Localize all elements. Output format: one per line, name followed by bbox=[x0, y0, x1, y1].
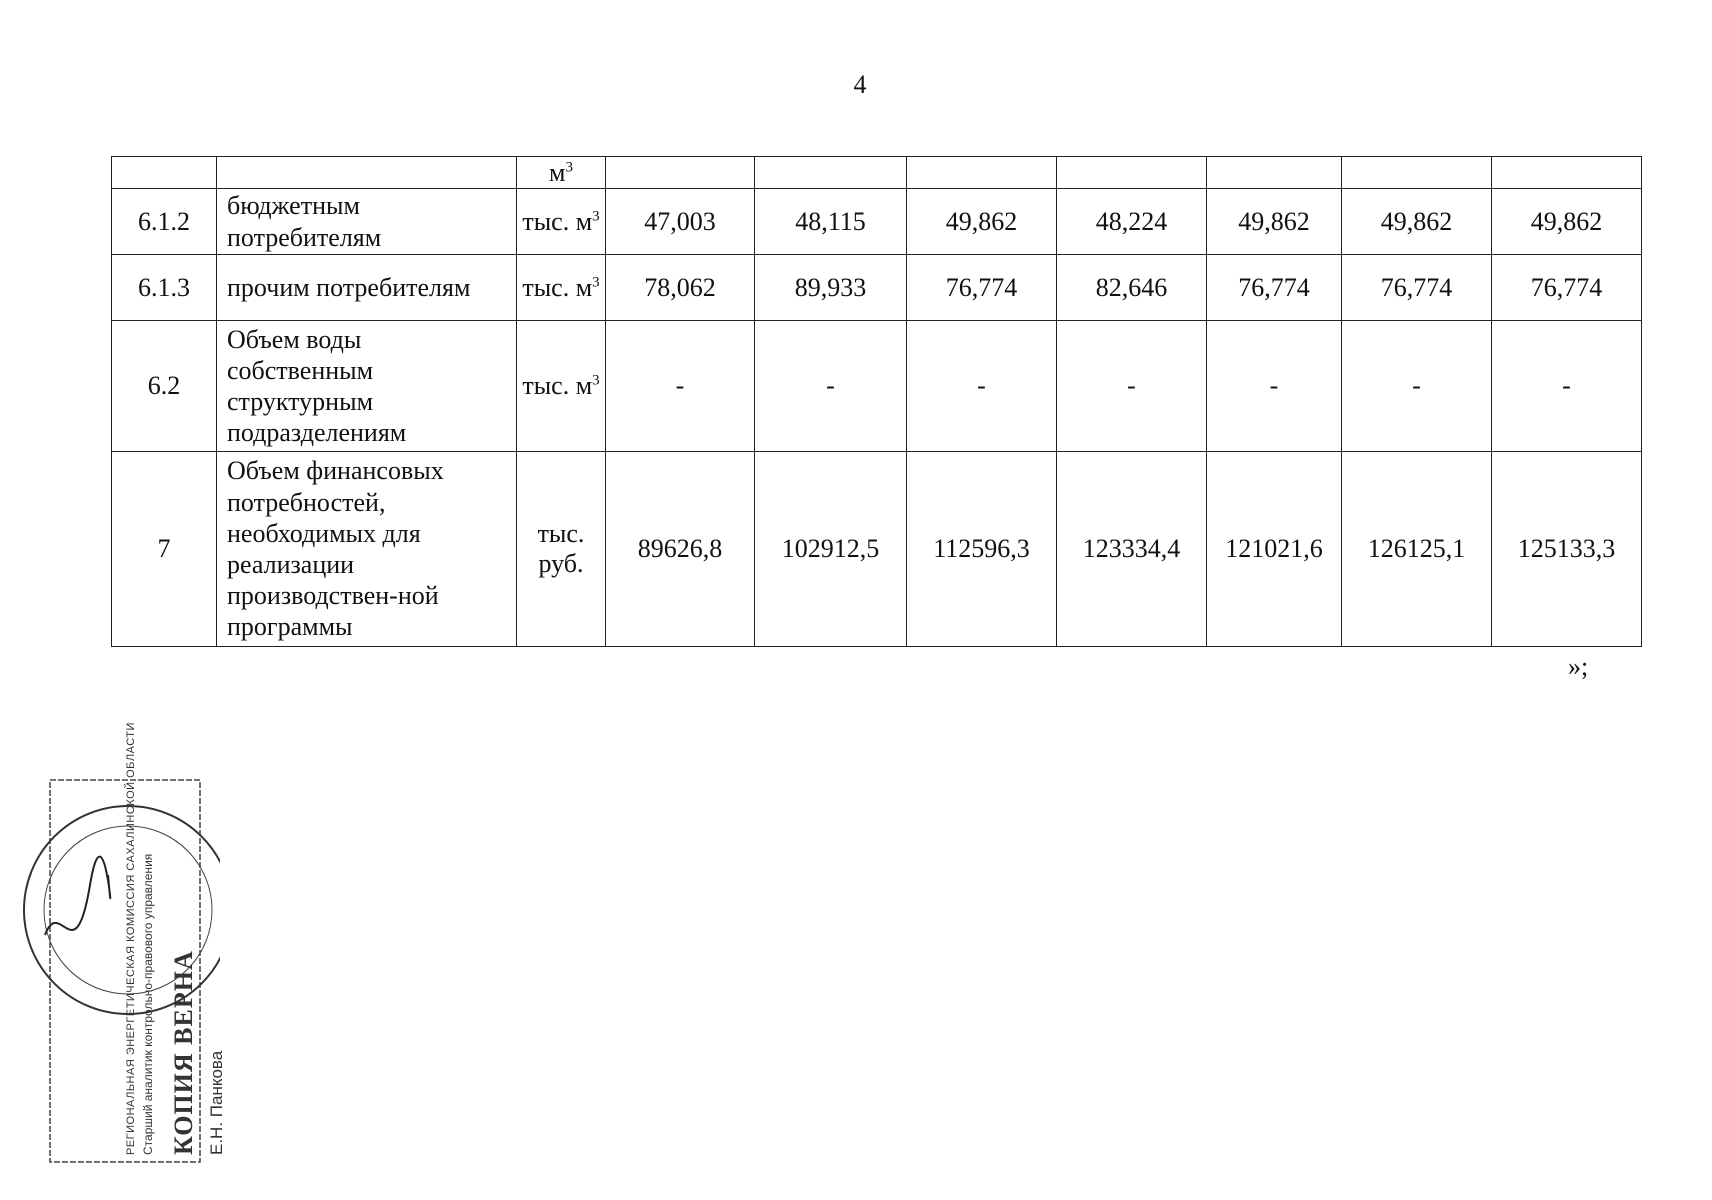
value-cell: 123334,4 bbox=[1057, 452, 1207, 647]
row-number: 6.2 bbox=[112, 321, 217, 452]
table-row bbox=[112, 321, 1642, 452]
stamp-position: Старший аналитик контрольно-правового управления bbox=[141, 853, 155, 1155]
value-cell: 89626,8 bbox=[606, 452, 755, 647]
stamp-text bbox=[125, 722, 305, 1155]
value-cell bbox=[755, 157, 907, 189]
row-name: Объем финансовых потребностей, необходимых для реализации производствен-ной программы bbox=[217, 452, 517, 647]
value-cell: 49,862 bbox=[907, 189, 1057, 255]
closing-quote: »; bbox=[1568, 652, 1589, 681]
stamp-signatory: Е.Н. Панкова bbox=[207, 1050, 226, 1155]
row-name: Объем воды собственным структурным подразделениям bbox=[217, 321, 517, 452]
value-cell: 102912,5 bbox=[755, 452, 907, 647]
value-cell: 48,115 bbox=[755, 189, 907, 255]
value-cell: - bbox=[1207, 321, 1342, 452]
value-cell bbox=[1342, 157, 1492, 189]
value-cell: 76,774 bbox=[1342, 255, 1492, 321]
value-cell: - bbox=[1492, 321, 1642, 452]
value-cell: 82,646 bbox=[1057, 255, 1207, 321]
value-cell: 49,862 bbox=[1342, 189, 1492, 255]
value-cell: 49,862 bbox=[1207, 189, 1342, 255]
value-cell: 121021,6 bbox=[1207, 452, 1342, 647]
data-table bbox=[111, 156, 1642, 647]
table-row bbox=[112, 157, 1642, 189]
value-cell: 48,224 bbox=[1057, 189, 1207, 255]
certification-stamp bbox=[20, 722, 226, 1170]
row-unit: $м^3$ bbox=[517, 157, 606, 189]
value-cell: 76,774 bbox=[907, 255, 1057, 321]
row-name bbox=[217, 157, 517, 189]
value-cell: - bbox=[1342, 321, 1492, 452]
row-number: 6.1.2 bbox=[112, 189, 217, 255]
value-cell: 49,862 bbox=[1492, 189, 1642, 255]
value-cell bbox=[1492, 157, 1642, 189]
value-cell bbox=[1207, 157, 1342, 189]
value-cell: 76,774 bbox=[1492, 255, 1642, 321]
value-cell bbox=[907, 157, 1057, 189]
value-cell: - bbox=[755, 321, 907, 452]
value-cell: - bbox=[606, 321, 755, 452]
table-row bbox=[112, 189, 1642, 255]
value-cell: 126125,1 bbox=[1342, 452, 1492, 647]
row-unit: тыс. $м^3$ bbox=[517, 189, 606, 255]
value-cell: 125133,3 bbox=[1492, 452, 1642, 647]
value-cell: - bbox=[907, 321, 1057, 452]
row-name: бюджетным потребителям bbox=[217, 189, 517, 255]
row-number: 6.1.3 bbox=[112, 255, 217, 321]
value-cell: - bbox=[1057, 321, 1207, 452]
value-cell: 112596,3 bbox=[907, 452, 1057, 647]
value-cell bbox=[1057, 157, 1207, 189]
row-number bbox=[112, 157, 217, 189]
page-number: 4 bbox=[853, 70, 867, 99]
row-unit: тыс. $м^3$ bbox=[517, 255, 606, 321]
row-number: 7 bbox=[112, 452, 217, 647]
stamp-org: РЕГИОНАЛЬНАЯ ЭНЕРГЕТИЧЕСКАЯ КОМИССИЯ САХАЛИНСКОЙ ОБЛАСТИ bbox=[125, 722, 137, 1155]
value-cell: 76,774 bbox=[1207, 255, 1342, 321]
row-unit: тыс. руб. bbox=[517, 452, 606, 647]
table-row bbox=[112, 452, 1642, 647]
table-row bbox=[112, 255, 1642, 321]
stamp-verify-label: КОПИЯ ВЕРНА bbox=[169, 950, 198, 1155]
value-cell: 78,062 bbox=[606, 255, 755, 321]
value-cell: 47,003 bbox=[606, 189, 755, 255]
row-unit: тыс. $м^3$ bbox=[517, 321, 606, 452]
row-name: прочим потребителям bbox=[217, 255, 517, 321]
value-cell bbox=[606, 157, 755, 189]
value-cell: 89,933 bbox=[755, 255, 907, 321]
